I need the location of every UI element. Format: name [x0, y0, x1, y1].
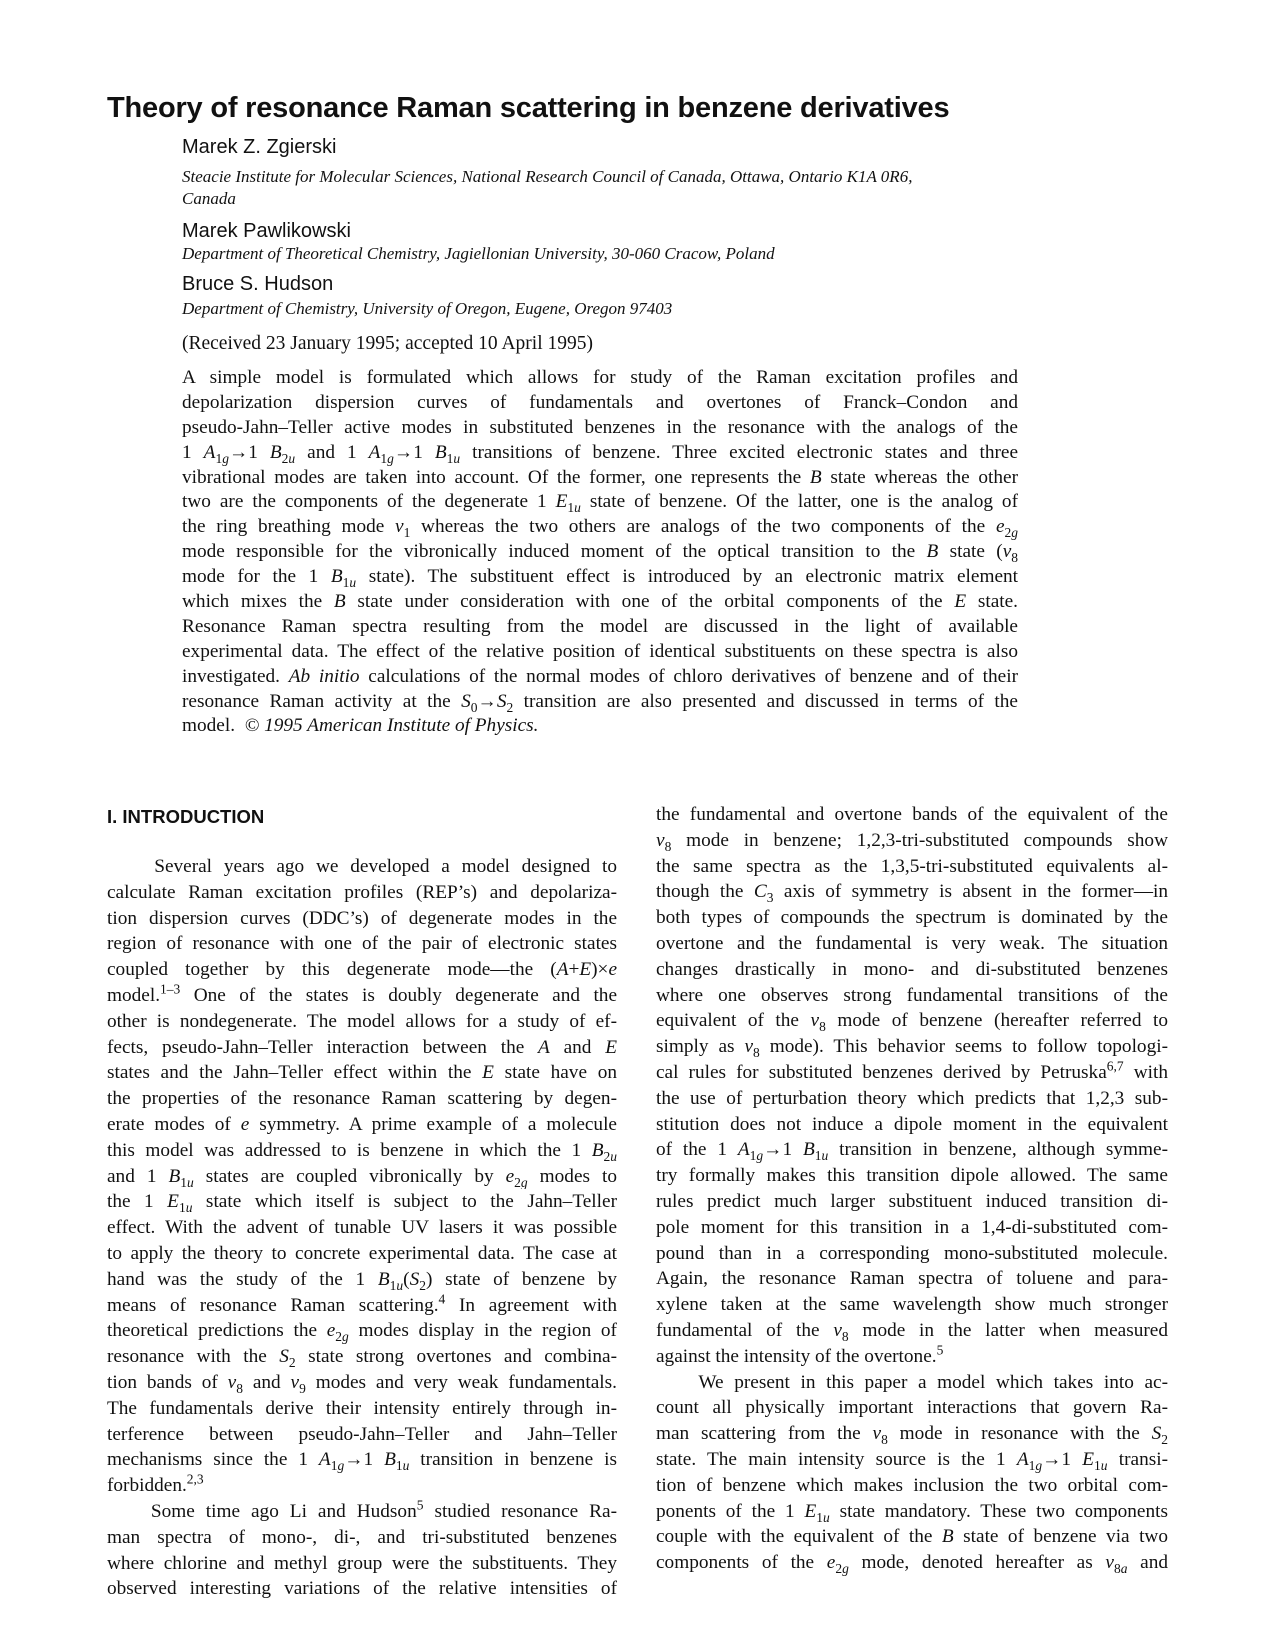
- body-line: and 1 $B_{1u}$ states are coupled vibronically by $e_{2g}$ modes to: [107, 1165, 617, 1190]
- body-line: We present in this paper a model which takes into ac-: [656, 1371, 1168, 1393]
- body-line: components of the $e_{2g}$ mode, denoted hereafter as $\nu_{8a}$ and: [656, 1552, 1168, 1576]
- body-line: observed interesting variations of the relative intensities of: [107, 1578, 617, 1600]
- abstract-line: 1 $A_{1g}\to 1$ $B_{2u}$ and 1 $A_{1g}\to 1$ $B_{1u}$ transitions of benzene. Three excited electronic states and three: [182, 441, 1018, 466]
- body-line: model.$^{1-3}$ One of the states is doubly degenerate and the: [107, 982, 617, 1006]
- body-line: tion of benzene which makes inclusion the two orbital com-: [656, 1474, 1168, 1496]
- body-line: against the intensity of the overtone.$^5$: [656, 1343, 944, 1367]
- body-line: erate modes of e symmetry. A prime example of a molecule: [107, 1113, 617, 1135]
- body-line: the same spectra as the 1,3,5-tri-substituted equivalents al-: [656, 855, 1168, 877]
- body-line: count all physically important interactions that govern Ra-: [656, 1397, 1168, 1419]
- body-line: both types of compounds the spectrum is dominated by the: [656, 907, 1168, 929]
- left-column: [107, 854, 617, 1602]
- body-line: the 1 $E_{1u}$ state which itself is subject to the Jahn–Teller: [107, 1191, 617, 1216]
- abstract-line: investigated. Ab initio calculations of the normal modes of chloro derivatives of benzene and of their: [182, 665, 1018, 687]
- author-affiliation: [182, 166, 1012, 210]
- body-line: the properties of the resonance Raman scattering by degen-: [107, 1088, 617, 1110]
- section-heading: I. INTRODUCTION: [107, 806, 265, 827]
- body-line: to apply the theory to concrete experimental data. The case at: [107, 1242, 617, 1264]
- body-line: Again, the resonance Raman spectra of toluene and para-: [656, 1268, 1168, 1290]
- abstract-line: vibrational modes are taken into account. Of the former, one represents the B state whereas the other: [182, 466, 1018, 488]
- body-line: $\nu_8$ mode in benzene; 1,2,3-tri-substituted compounds show: [656, 829, 1168, 854]
- abstract-line: Resonance Raman spectra resulting from the model are discussed in the light of available: [182, 615, 1018, 637]
- body-line: ponents of the 1 $E_{1u}$ state mandatory. These two components: [656, 1500, 1168, 1525]
- body-line: terference between pseudo-Jahn–Teller and Jahn–Teller: [107, 1423, 617, 1445]
- body-line: mechanisms since the 1 $A_{1g}\to 1$ $B_{1u}$ transition in benzene is: [107, 1449, 617, 1474]
- body-line: couple with the equivalent of the B state of benzene via two: [656, 1526, 1168, 1548]
- copyright-notice: © 1995 American Institute of Physics.: [244, 715, 539, 737]
- body-line: effect. With the advent of tunable UV lasers it was possible: [107, 1217, 617, 1239]
- body-line: man spectra of mono-, di-, and tri-substituted benzenes: [107, 1526, 617, 1548]
- body-line: The fundamentals derive their intensity entirely through in-: [107, 1397, 617, 1419]
- body-line: fundamental of the $\nu_8$ mode in the latter when measured: [656, 1319, 1168, 1344]
- body-line: forbidden.$^{2,3}$: [107, 1473, 204, 1497]
- abstract-line: which mixes the B state under consideration with one of the orbital components of the E state.: [182, 591, 1018, 613]
- body-line: calculate Raman excitation profiles (REP’s) and depolariza-: [107, 881, 617, 903]
- body-line: simply as $\nu_8$ mode). This behavior seems to follow topologi-: [656, 1036, 1168, 1060]
- body-line: the use of perturbation theory which predicts that 1,2,3 sub-: [656, 1087, 1168, 1109]
- affiliation-line: Canada: [182, 189, 236, 208]
- body-line: the fundamental and overtone bands of the equivalent of the: [656, 804, 1168, 825]
- body-line: Some time ago Li and Hudson$^5$ studied resonance Ra-: [107, 1498, 617, 1522]
- abstract: [182, 366, 1018, 739]
- body-line: states and the Jahn–Teller effect within the E state have on: [107, 1062, 617, 1084]
- body-line: pole moment for this transition in a 1,4-di-substituted com-: [656, 1216, 1168, 1238]
- author-name: Bruce S. Hudson: [182, 273, 334, 295]
- author-affiliation: Department of Chemistry, University of Oregon, Eugene, Oregon 97403: [182, 299, 673, 318]
- body-line: stitution does not induce a dipole moment in the equivalent: [656, 1113, 1168, 1135]
- body-line: means of resonance Raman scattering.$^4$ In agreement with: [107, 1292, 617, 1316]
- body-line: this model was addressed to is benzene in which the 1 $B_{2u}$: [107, 1139, 617, 1164]
- abstract-line: depolarization dispersion curves of fundamentals and overtones of Franck–Condon and: [182, 391, 1018, 413]
- body-line: fects, pseudo-Jahn–Teller interaction between the A and E: [107, 1036, 617, 1058]
- author-name: Marek Pawlikowski: [182, 220, 351, 242]
- right-column: [656, 802, 1168, 1576]
- abstract-line: model. © 1995 American Institute of Physics.: [182, 715, 539, 737]
- body-line: other is nondegenerate. The model allows for a study of ef-: [107, 1010, 617, 1032]
- body-line: though the $C_3$ axis of symmetry is absent in the former—in: [656, 881, 1168, 906]
- body-line: region of resonance with one of the pair of electronic states: [107, 933, 617, 955]
- body-line: tion bands of $\nu_8$ and $\nu_9$ modes and very weak fundamentals.: [107, 1371, 617, 1396]
- body-line: xylene taken at the same wavelength show much stronger: [656, 1294, 1168, 1316]
- body-line: equivalent of the $\nu_8$ mode of benzene (hereafter referred to: [656, 1010, 1168, 1035]
- abstract-line: two are the components of the degenerate 1 $E_{1u}$ state of benzene. Of the latter, one is the analog of: [182, 491, 1018, 516]
- body-line: where one observes strong fundamental transitions of the: [656, 984, 1168, 1006]
- body-line: rules predict much larger substituent induced transition di-: [656, 1190, 1168, 1212]
- body-line: state. The main intensity source is the 1 $A_{1g}\to 1$ $E_{1u}$ transi-: [656, 1448, 1168, 1473]
- body-line: try formally makes this transition dipole allowed. The same: [656, 1165, 1168, 1187]
- abstract-line: mode for the 1 $B_{1u}$ state). The substituent effect is introduced by an electronic matrix element: [182, 566, 1018, 590]
- body-line: theoretical predictions the $e_{2g}$ modes display in the region of: [107, 1320, 617, 1345]
- abstract-line: resonance Raman activity at the $S_0\to S_2$ transition are also presented and discussed in terms of the: [182, 690, 1018, 715]
- received-date: (Received 23 January 1995; accepted 10 April 1995): [182, 333, 593, 354]
- body-line: Several years ago we developed a model designed to: [107, 856, 617, 877]
- author-affiliation: Department of Theoretical Chemistry, Jagiellonian University, 30-060 Cracow, Poland: [182, 244, 775, 263]
- abstract-line: A simple model is formulated which allows for study of the Raman excitation profiles and: [182, 367, 1018, 388]
- abstract-line: the ring breathing mode $\nu_1$ whereas the two others are analogs of the two components of the $e_{2g}$: [182, 516, 1018, 541]
- body-line: tion dispersion curves (DDC’s) of degenerate modes in the: [107, 907, 617, 929]
- body-line: man scattering from the $\nu_8$ mode in resonance with the $S_2$: [656, 1423, 1168, 1447]
- affiliation-line: Steacie Institute for Molecular Sciences, National Research Council of Canada, Ottawa, Ontario K1A 0R6,: [182, 167, 913, 186]
- body-line: coupled together by this degenerate mode—the (A+E)×e: [107, 959, 617, 981]
- paper-title: Theory of resonance Raman scattering in benzene derivatives: [107, 92, 950, 124]
- abstract-line: experimental data. The effect of the relative position of identical substituents on these spectra is also: [182, 640, 1018, 662]
- body-line: pound than in a corresponding mono-substituted molecule.: [656, 1242, 1168, 1264]
- body-line: hand was the study of the 1 $B_{1u}(S_2)$ state of benzene by: [107, 1268, 617, 1293]
- body-line: changes drastically in mono- and di-substituted benzenes: [656, 958, 1168, 980]
- author-name: Marek Z. Zgierski: [182, 136, 337, 158]
- body-line: of the 1 $A_{1g}\to 1$ $B_{1u}$ transition in benzene, although symme-: [656, 1139, 1168, 1164]
- abstract-line: pseudo-Jahn–Teller active modes in substituted benzenes in the resonance with the analogs of the: [182, 416, 1018, 438]
- abstract-line: mode responsible for the vibronically induced moment of the optical transition to the B state ($\nu_8$: [182, 541, 1018, 566]
- body-line: resonance with the $S_2$ state strong overtones and combina-: [107, 1346, 617, 1370]
- body-line: where chlorine and methyl group were the substituents. They: [107, 1552, 617, 1574]
- body-line: cal rules for substituted benzenes derived by Petruska$^{6,7}$ with: [656, 1059, 1168, 1083]
- body-line: overtone and the fundamental is very weak. The situation: [656, 932, 1168, 954]
